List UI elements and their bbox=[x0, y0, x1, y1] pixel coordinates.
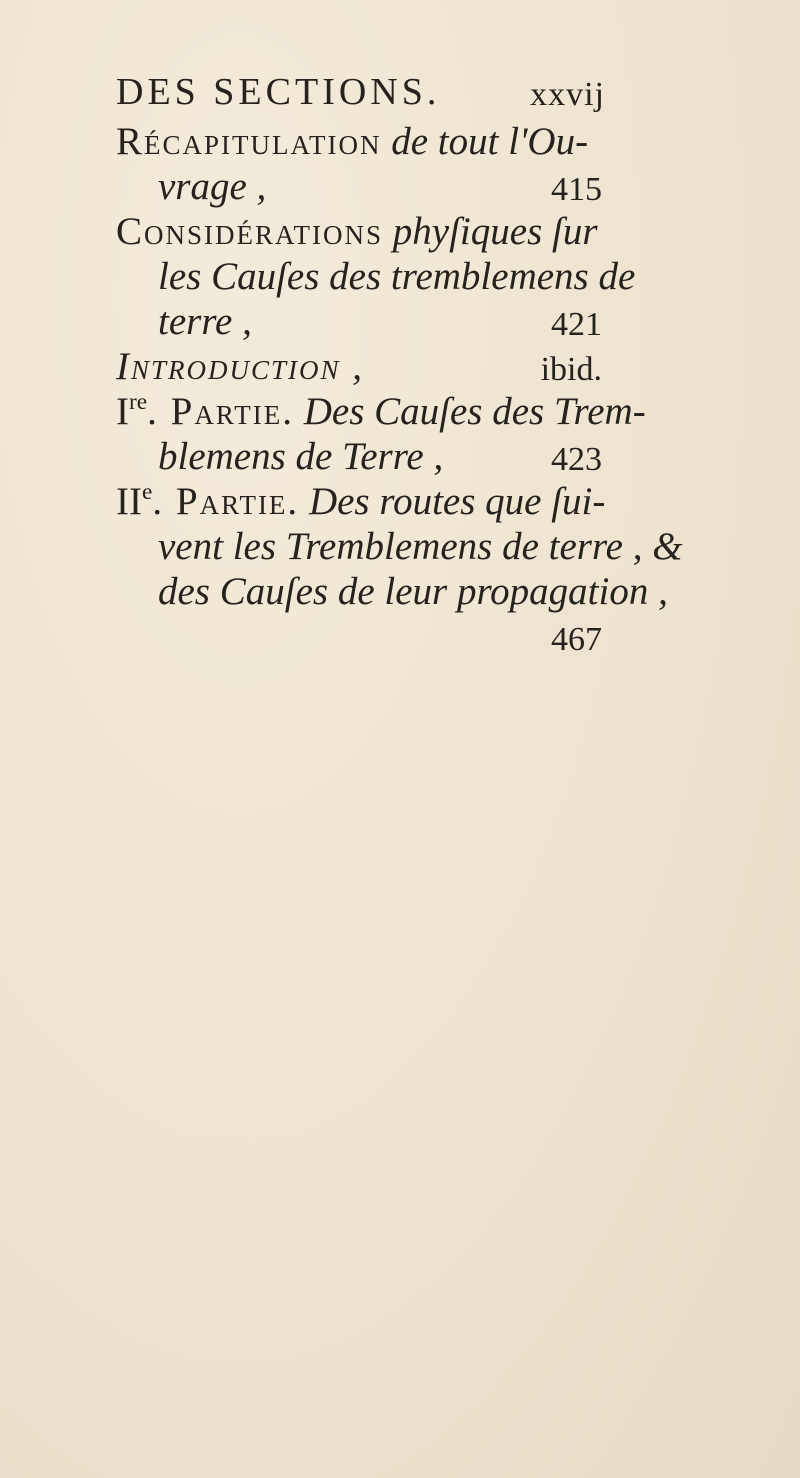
entry-continuation: les Cauſes des tremblemens de bbox=[158, 255, 636, 298]
entry-continuation: des Cauſes de leur propagation , bbox=[158, 570, 668, 613]
toc-entry-recapitulation bbox=[0, 120, 800, 164]
entry-heading: Considérations bbox=[116, 210, 384, 253]
entry-part-numeral: I bbox=[116, 390, 129, 433]
running-head bbox=[0, 70, 800, 114]
entry-continuation: terre , bbox=[158, 300, 252, 343]
toc-entry-considerations-cont bbox=[0, 255, 800, 299]
entry-text: phyſiques ſur bbox=[383, 210, 598, 253]
entry-page-number: ibid. bbox=[540, 351, 602, 388]
entry-heading: Introduction , bbox=[116, 345, 365, 388]
toc-entry-partie-2-page bbox=[0, 615, 800, 659]
entry-page-number: 421 bbox=[551, 306, 602, 343]
running-head-title: DES SECTIONS. bbox=[116, 71, 441, 113]
entry-page-number: 467 bbox=[551, 621, 602, 658]
page-numeral: xxvij bbox=[530, 76, 605, 113]
entry-text: Des Cauſes des Trem- bbox=[293, 390, 646, 433]
entry-continuation: vrage , bbox=[158, 165, 267, 208]
entry-page-number: 415 bbox=[551, 171, 602, 208]
entry-heading: . Partie. bbox=[152, 480, 300, 523]
toc-entry-partie-1-cont bbox=[0, 435, 800, 479]
toc-entry-partie-2-cont2 bbox=[0, 570, 800, 614]
entry-text: de tout l'Ou- bbox=[381, 120, 589, 163]
entry-part-superscript: e bbox=[141, 478, 153, 505]
toc-entry-considerations bbox=[0, 210, 800, 254]
entry-page-number: 423 bbox=[551, 441, 602, 478]
entry-continuation: blemens de Terre , bbox=[158, 435, 444, 478]
toc-entry-partie-2-cont bbox=[0, 525, 800, 569]
entry-part-superscript: re bbox=[129, 388, 148, 415]
entry-text: Des routes que ſui- bbox=[299, 480, 606, 523]
toc-entry-introduction bbox=[0, 345, 800, 389]
entry-heading: Récapitulation bbox=[116, 120, 382, 163]
entry-part-numeral: II bbox=[116, 480, 142, 523]
entry-heading: . Partie. bbox=[147, 390, 294, 433]
toc-entry-partie-1 bbox=[0, 390, 800, 434]
toc-entry-partie-2 bbox=[0, 480, 800, 524]
toc-entry-recapitulation-cont bbox=[0, 165, 800, 209]
entry-continuation: vent les Tremblemens de terre , & bbox=[158, 525, 683, 568]
toc-entry-considerations-cont2 bbox=[0, 300, 800, 344]
